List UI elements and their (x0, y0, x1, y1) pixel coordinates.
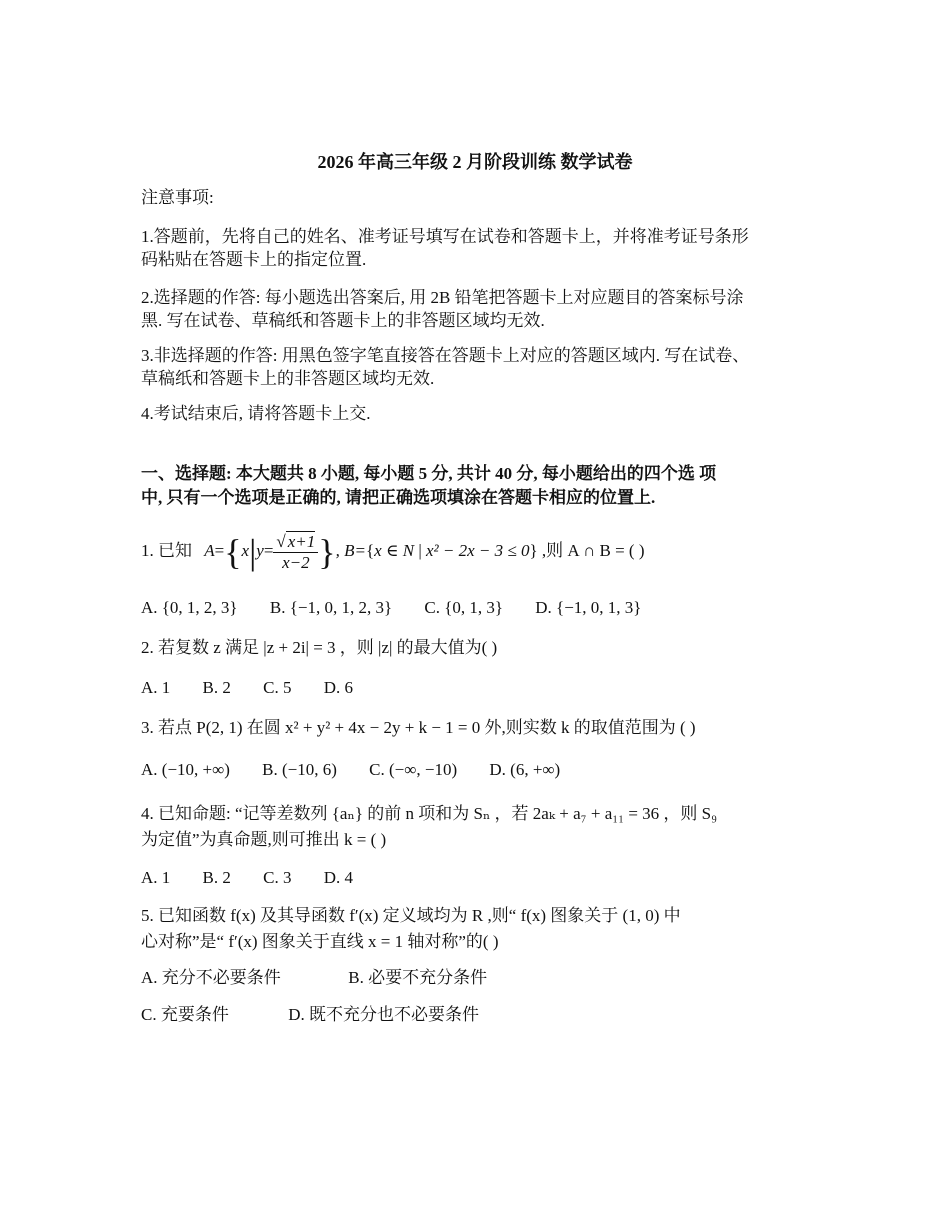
section-1-heading-line-2: 中, 只有一个选项是正确的, 请把正确选项填涂在答题卡相应的位置上. (141, 488, 656, 507)
q5-options-row-1 (141, 966, 811, 990)
q2-options (141, 676, 811, 700)
question-4-line-2: 为定值”为真命题,则可推出 k = ( ) (141, 830, 387, 849)
q1-var-y: y (256, 541, 264, 560)
notice-item-3-line-2: 草稿纸和答题卡上的非答题区域均无效. (141, 369, 435, 388)
q1-fraction: $\frac{√ x+1}{x-2}$ (273, 532, 318, 573)
question-5-line-1: 5. 已知函数 f(x) 及其导函数 f′(x) 定义域均为 R ,则“ f(x) 图象关于 (1, 0) 中 (141, 906, 681, 925)
section-1-heading-line-1: 一、选择题: 本大题共 8 小题, 每小题 5 分, 共计 40 分, 每小题给出的四个选 项 (141, 464, 717, 483)
q1-equals: = (214, 541, 225, 560)
q2-option-d: D. 6 (323, 678, 353, 697)
q4-option-b: B. 2 (202, 868, 231, 887)
q1-numerator: x+1 (287, 531, 316, 551)
question-3: 3. 若点 P(2, 1) 在圆 x² + y² + 4x − 2y + k − 1 = 0 外,则实数 k 的取值范围为 ( ) (141, 718, 696, 737)
notice-item-2-line-2: 黑. 写在试卷、草稿纸和答题卡上的非答题区域均无效. (141, 311, 545, 330)
q2-option-b: B. 2 (202, 678, 231, 697)
q4-options (141, 866, 811, 890)
q1-option-b: B. {−1, 0, 1, 2, 3} (269, 598, 393, 617)
q1-options (141, 596, 811, 620)
q3-option-d: D. (6, +∞) (489, 760, 561, 779)
q1-option-d: D. {−1, 0, 1, 3} (535, 598, 642, 617)
q5-option-b: B. 必要不充分条件 (348, 968, 488, 987)
q2-option-a: A. 1 (141, 678, 171, 697)
q4-option-a: A. 1 (141, 868, 171, 887)
notice-item-3-line-1: 3.非选择题的作答: 用黑色签字笔直接答在答题卡上对应的答题区域内. 写在试卷、 (141, 346, 750, 365)
q4-option-d: D. 4 (323, 868, 353, 887)
q1-set-b: , B= (335, 541, 366, 560)
q3-option-b: B. (−10, 6) (262, 760, 337, 779)
notice-item-1-line-1: 1.答题前，先将自己的姓名、准考证号填写在试卷和答题卡上，并将准考证号条形 (141, 227, 749, 246)
q1-suffix: ,则 A ∩ B = ( ) (541, 541, 645, 560)
q1-var-x: x (241, 541, 250, 560)
q1-option-a: A. {0, 1, 2, 3} (141, 598, 238, 617)
q1-set-b-var: x ∈ N (374, 541, 415, 560)
question-4-line-1: 4. 已知命题: “记等差数列 {aₙ} 的前 n 项和为 Sₙ ，若 2aₖ + a₇ + a₁₁ = 36 ，则 S₉ (141, 804, 718, 823)
q2-option-c: C. 5 (263, 678, 292, 697)
q3-option-c: C. (−∞, −10) (369, 760, 458, 779)
q1-set-a: A (204, 541, 215, 560)
q1-condition: x² − 2x − 3 ≤ 0 (425, 541, 530, 560)
question-5-line-2: 心对称”是“ f′(x) 图象关于直线 x = 1 轴对称”的( ) (141, 932, 499, 951)
q1-option-c: C. {0, 1, 3} (424, 598, 504, 617)
q5-option-d: D. 既不充分也不必要条件 (288, 1005, 480, 1024)
q1-denominator: x−2 (282, 552, 310, 572)
notice-item-1-line-2: 码粘贴在答题卡上的指定位置. (141, 250, 367, 269)
q3-options (141, 758, 811, 782)
q5-options-row-2 (141, 1003, 811, 1027)
q3-option-a: A. (−10, +∞) (141, 760, 230, 779)
notice-item-4: 4.考试结束后, 请将答题卡上交. (141, 404, 371, 423)
q4-option-c: C. 3 (263, 868, 292, 887)
notice-item-2-line-1: 2.选择题的作答: 每小题选出答案后, 用 2B 铅笔把答题卡上对应题目的答案标号涂 (141, 288, 744, 307)
q5-option-c: C. 充要条件 (141, 1005, 229, 1024)
exam-title: 2026 年高三年级 2 月阶段训练 数学试卷 (317, 152, 633, 172)
q1-prefix: 1. 已知 (141, 541, 192, 560)
q5-option-a: A. 充分不必要条件 (141, 968, 281, 987)
question-1: 1. 已知 A={x|y= $\frac{√ x+1}{x-2}$ }, B={x ∈ N | x² − 2x − 3 ≤ 0} ,则 A ∩ B = ( ) (141, 531, 645, 573)
notice-heading: 注意事项: (141, 188, 214, 207)
question-2: 2. 若复数 z 满足 |z + 2i| = 3 ，则 |z| 的最大值为( ) (141, 638, 498, 657)
